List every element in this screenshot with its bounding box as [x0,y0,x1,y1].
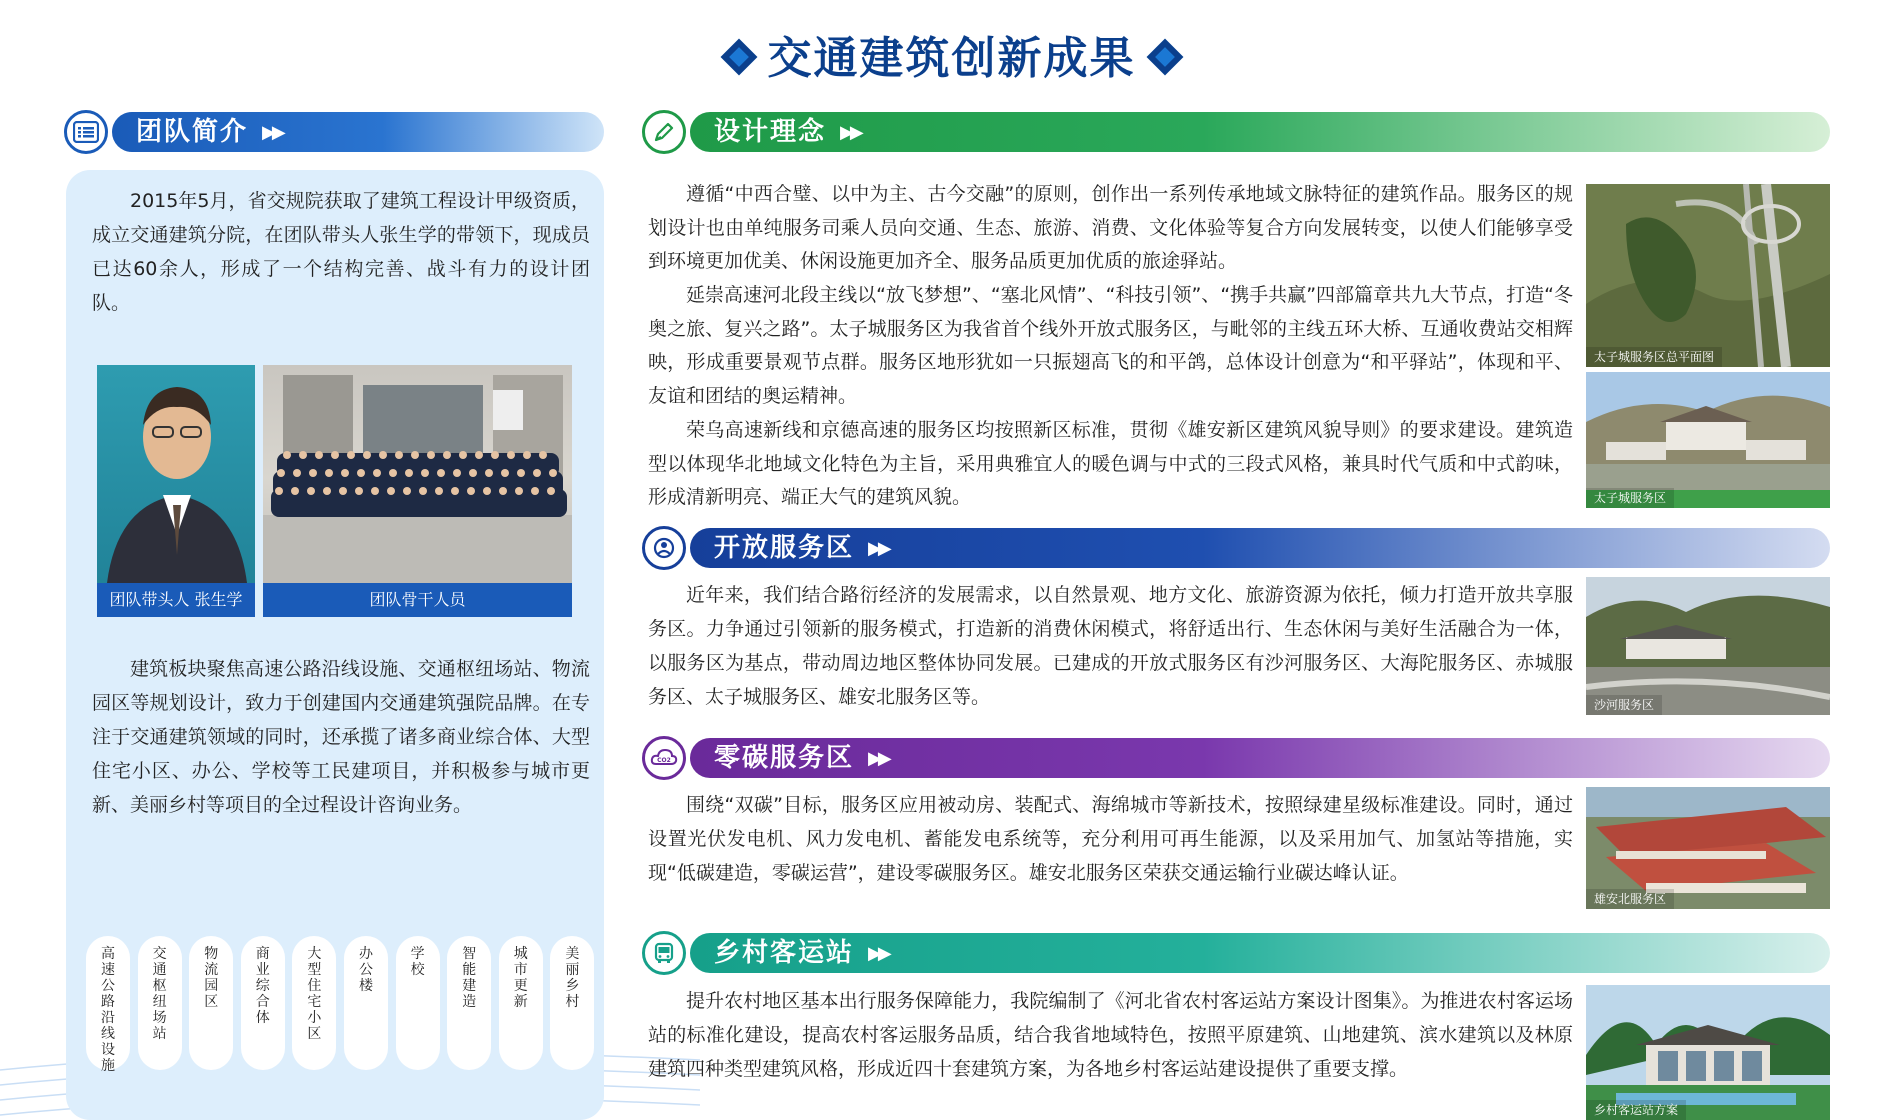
business-tag-label: 交通枢纽场站 [152,946,167,1042]
zero-header-bar [690,738,1830,778]
pen-icon [642,110,686,154]
business-tag [396,936,440,1070]
page-title-row [0,22,1903,86]
rural-header-bar [690,933,1830,973]
business-tag-label: 大型住宅小区 [307,946,322,1042]
taizicheng-service-area-caption: 太子城服务区 [1586,488,1674,508]
team-leader-caption: 团队带头人 张生学 [97,583,255,617]
shahe-service-area-photo [1586,577,1830,715]
xiongan-north-photo [1586,787,1830,909]
arrows-icon: ▶▶ [868,942,888,964]
rural-paragraph: 提升农村地区基本出行服务保障能力，我院编制了《河北省农村客运站方案设计图集》。为推进农村客运场站的标准化建设，提高农村客运服务品质，结合我省地域特色，按照平原建筑、山地建筑、滨水建筑以及林原建筑四种类型建筑风格，形成近四十套建筑方案，为各地乡村客运站建设提供了重要支撑。 [648,990,1573,1080]
taizicheng-site-plan-photo [1586,184,1830,367]
team-intro-paragraph: 2015年5月，省交规院获取了建筑工程设计甲级资质，成立交通建筑分院，在团队带头人张生学的带领下，现成员已达60余人，形成了一个结构完善、战斗有力的设计团队。 [92,190,590,314]
open-header-bar [690,528,1830,568]
open-header-title: 开放服务区 [714,533,855,563]
business-tag-label: 办公楼 [359,946,373,994]
business-tag [138,936,182,1070]
arrows-icon: ▶▶ [868,747,888,769]
arrows-icon: ▶▶ [840,121,860,143]
design-header-title: 设计理念 [714,117,827,147]
business-tag-label: 物流园区 [204,946,219,1010]
business-tag [550,936,594,1070]
business-tag [344,936,388,1070]
bus-icon [642,931,686,975]
team-header-title: 团队简介 [136,117,249,147]
team-header-bar [112,112,604,152]
xiongan-north-caption: 雄安北服务区 [1586,889,1674,909]
shahe-service-area-caption: 沙河服务区 [1586,695,1662,715]
design-header-bar [690,112,1830,152]
business-tag-label: 商业综合体 [255,946,270,1026]
rural-station-photo [1586,985,1830,1120]
taizicheng-site-plan-caption: 太子城服务区总平面图 [1586,347,1722,367]
business-tag [499,936,543,1070]
co2-cloud-icon [642,736,686,780]
business-tag-label: 学校 [410,946,425,978]
business-tag [189,936,233,1070]
open-paragraph: 近年来，我们结合路衍经济的发展需求，以自然景观、地方文化、旅游资源为依托，倾力打造开放共享服务区。力争通过引领新的服务模式，打造新的消费休闲模式，将舒适出行、生态休闲与美好生活融合为一体，以服务区为基点，带动周边地区整体协同发展。已建成的开放式服务区有沙河服务区、大海陀服务区、赤城服务区、太子城服务区、雄安北服务区等。 [648,584,1573,708]
zero-paragraph: 围绕“双碳”目标，服务区应用被动房、装配式、海绵城市等新技术，按照绿建星级标准建设。同时，通过设置光伏发电机、风力发电机、蓄能发电系统等，充分利用可再生能源，以及采用加气、加氢站等措施，实现“低碳建造，零碳运营”，建设零碳服务区。雄安北服务区荣获交通运输行业碳达峰认证。 [648,794,1573,884]
design-paragraph-2: 延崇高速河北段主线以“放飞梦想”、“塞北风情”、“科技引领”、“携手共赢”四部篇章共九大节点，打造“冬奥之旅、复兴之路”。太子城服务区为我省首个线外开放式服务区，与毗邻的主线五环大桥、互通收费站交相辉映，形成重要景观节点群。服务区地形犹如一只振翅高飞的和平鸽，总体设计创意为“和平驿站”，体现和平、友谊和团结的奥运精神。 [648,284,1573,407]
open-service-icon [642,526,686,570]
business-tag [292,936,336,1070]
design-paragraph-3: 荣乌高速新线和京德高速的服务区均按照新区标准，贯彻《雄安新区建筑风貌导则》的要求建设。建筑造型以体现华北地域文化特色为主旨，采用典雅宜人的暖色调与中式的三段式风格，兼具时代气质和中式韵味，形成清新明亮、端正大气的建筑风貌。 [648,419,1573,508]
business-tag-label: 城市更新 [513,946,528,1010]
diamond-icon [720,39,757,76]
rural-station-caption: 乡村客运站方案 [1586,1100,1686,1120]
business-tag [241,936,285,1070]
diamond-icon [1146,39,1183,76]
team-business-paragraph: 建筑板块聚焦高速公路沿线设施、交通枢纽场站、物流园区等规划设计，致力于创建国内交通建筑强院品牌。在专注于交通建筑领域的同时，还承揽了诸多商业综合体、大型住宅小区、办公、学校等工民建项目，并积极参与城市更新、美丽乡村等项目的全过程设计咨询业务。 [92,658,590,816]
co2-icon-text: CO2 [657,757,671,764]
design-paragraph-1: 遵循“中西合璧、以中为主、古今交融”的原则，创作出一系列传承地域文脉特征的建筑作品。服务区的规划设计也由单纯服务司乘人员向交通、生态、旅游、消费、文化体验等复合方向发展转变，以使人们能够享受到环境更加优美、休闲设施更加齐全、服务品质更加优质的旅途驿站。 [648,183,1573,272]
page-title: 交通建筑创新成果 [767,33,1136,84]
list-icon [64,110,108,154]
team-group-caption: 团队骨干人员 [263,583,572,617]
zero-header-title: 零碳服务区 [714,743,855,773]
business-tag [86,936,130,1074]
team-group-photo [263,365,572,617]
taizicheng-service-area-photo [1586,372,1830,508]
business-tag-label: 智能建造 [462,946,477,1010]
business-tag-label: 高速公路沿线设施 [101,946,115,1074]
arrows-icon: ▶▶ [262,121,282,143]
rural-header-title: 乡村客运站 [714,938,855,968]
arrows-icon: ▶▶ [868,537,888,559]
team-leader-photo [97,365,255,617]
business-tag-label: 美丽乡村 [565,946,580,1010]
business-tag [447,936,491,1070]
